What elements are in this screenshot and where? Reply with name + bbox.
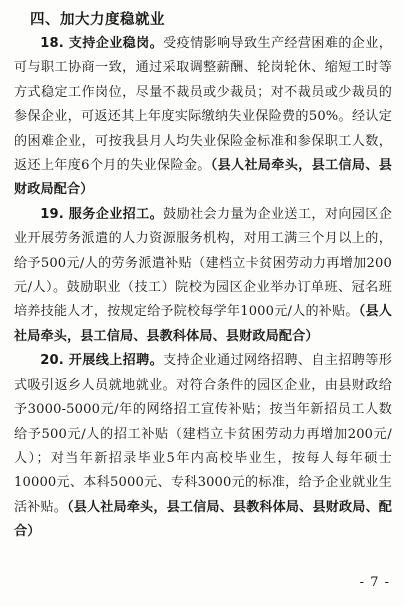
item-20-lead: （县人社局牵头，县工信局、县教科体局、县财政局、配合） bbox=[14, 499, 392, 540]
item-20-body: 支持企业通过网络招聘、自主招聘等形式吸引返乡人员就地就业。对符合条件的园区企业，由县财政给予3000-5000元/年的网络招工宣传补贴；按当年新招员工人数给予500元/人的招工补贴（建档立卡贫困劳动力再增加200元/人）；对当年新招录毕业5年内高校毕业生，按每人每年硕士10000元、本科5000元、专科3000元的标准，给予企业就业生活补贴。 bbox=[14, 353, 392, 515]
item-19-heading: 19. 服务企业招工。 bbox=[40, 206, 164, 222]
item-19-lead: （县人社局牵头，县工信局、县教科体局、县财政局配合） bbox=[14, 304, 392, 344]
item-19-body: 鼓励社会力量为企业送工，对向园区企业开展劳务派遣的人力资源服务机构，对用工满三个月以上的，给予500元/人的劳务派遣补贴（建档立卡贫困劳动力再增加200元/人）。鼓励职业（技工）院校为园区企业举办订单班、冠名班培养技能人才，按规定给予院校每学年1000元/人的补贴。 bbox=[14, 206, 392, 320]
item-19 bbox=[14, 203, 392, 349]
section-title: 四、加大力度稳就业 bbox=[30, 12, 165, 28]
item-18-body: 受疫情影响导致生产经营困难的企业，可与职工协商一致，通过采取调整薪酬、轮岗轮休、缩短工时等方式稳定工作岗位，尽量不裁员或少裁员；对不裁员或少裁员的参保企业，可返还其上年度实际缴纳失业保险费的50%。经认定的困难企业，可按我县月人均失业保险金标准和参保职工人数，返还上年度6个月的失业保险金。 bbox=[14, 36, 392, 174]
item-20-heading: 20. 开展线上招聘。 bbox=[40, 353, 164, 369]
page-number: - 7 - bbox=[359, 575, 390, 590]
item-18-heading: 18. 支持企业稳岗。 bbox=[40, 36, 164, 51]
item-18-lead: （县人社局牵头，县工信局、县财政局配合） bbox=[14, 158, 392, 198]
item-20 bbox=[14, 349, 392, 544]
item-18 bbox=[14, 32, 392, 203]
